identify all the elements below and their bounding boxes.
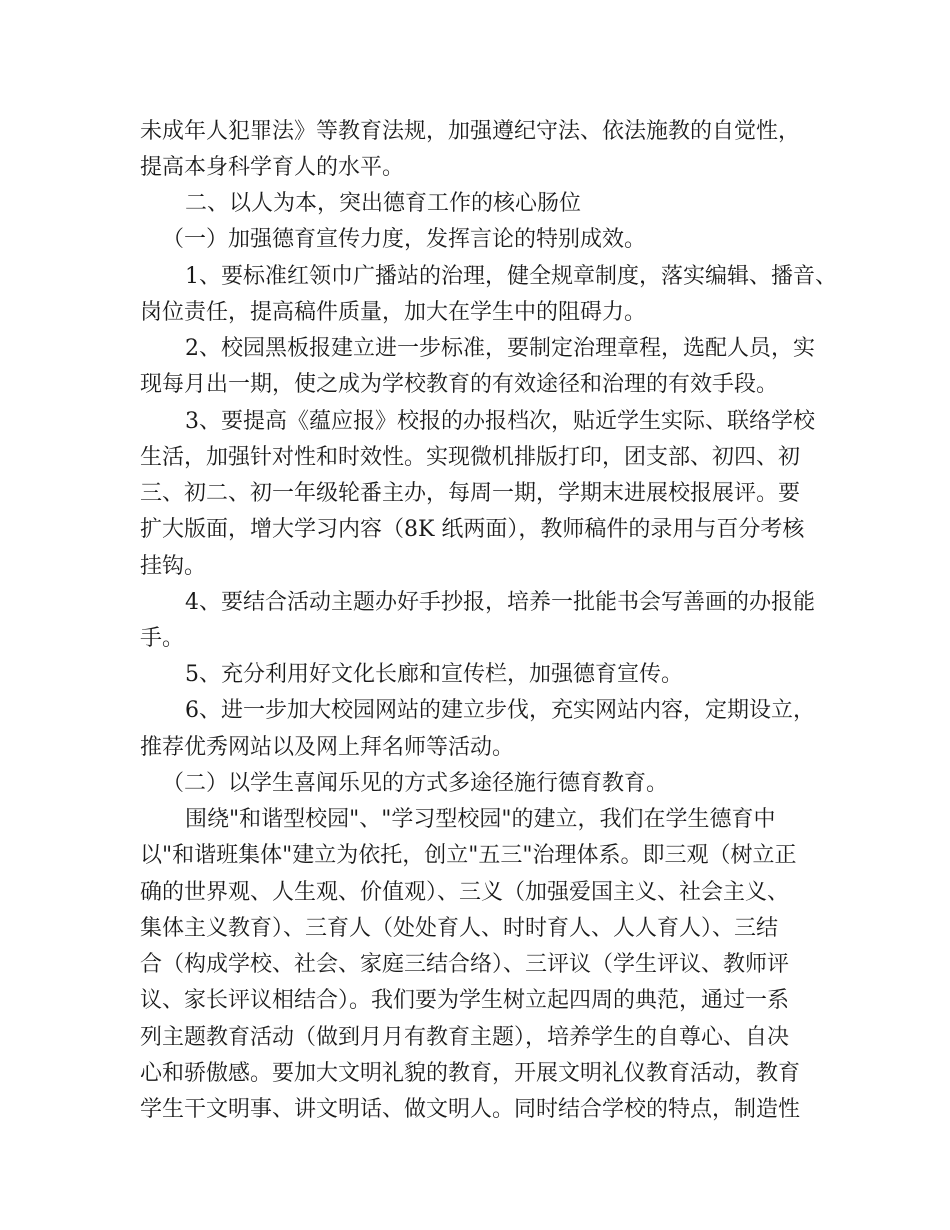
text-line: 4、要结合活动主题办好手抄报，培养一批能书会写善画的办报能	[185, 590, 815, 615]
text-line: 集体主义教育）、三育人（处处育人、时时育人、人人育人）、三结	[140, 916, 779, 941]
text-line: 推荐优秀网站以及网上拜名师等活动。	[140, 735, 515, 760]
text-line: 6、进一步加大校园网站的建立步伐，充实网站内容，定期设立，	[185, 698, 815, 723]
text-line: 提高本身科学育人的水平。	[140, 155, 405, 180]
text-line: 3、要提高《蕴应报》校报的办报档次，贴近学生实际、联络学校	[185, 409, 815, 434]
text-line: 5、充分利用好文化长廊和宣传栏，加强德育宣传。	[185, 662, 683, 687]
text-line: 围绕"和谐型校园"、"学习型校园"的建立，我们在学生德育中	[185, 807, 776, 832]
text-line: 确的世界观、人生观、价值观）、三义（加强爱国主义、社会主义、	[140, 880, 790, 905]
text-line: 手。	[140, 626, 185, 651]
text-line: 扩大版面，增大学习内容（8K 纸两面），教师稿件的录用与百分考核	[140, 517, 805, 542]
text-line: 合（构成学校、社会、家庭三结合络）、三评议（学生评议、教师评	[140, 952, 790, 977]
text-line: 列主题教育活动（做到月月有教育主题），培养学生的自尊心、自决	[140, 1025, 790, 1050]
text-line: 生活，加强针对性和时效性。实现微机排版打印，团支部、初四、初	[140, 445, 801, 470]
text-line: 挂钩。	[140, 554, 207, 579]
text-line: 岗位责任，提高稿件质量，加大在学生中的阻碍力。	[140, 300, 647, 325]
text-line: 以"和谐班集体"建立为依托，创立"五三"治理体系。即三观（树立正	[140, 843, 797, 868]
text-line: 三、初二、初一年级轮番主办，每周一期，学期末进展校报展评。要	[140, 481, 801, 506]
section-heading: 二、以人为本，突出德育工作的核心肠位	[185, 191, 582, 216]
text-line: 学生干文明事、讲文明话、做文明人。同时结合学校的特点，制造性	[140, 1097, 801, 1122]
text-line: 议、家长评议相结合）。我们要为学生树立起四周的典范，通过一系	[140, 988, 790, 1013]
text-line: 未成年人犯罪法》等教育法规，加强遵纪守法、依法施教的自觉性，	[140, 119, 801, 144]
text-line: 现每月出一期，使之成为学校教育的有效途径和治理的有效手段。	[140, 372, 779, 397]
text-line: 1、要标准红领巾广播站的治理，健全规章制度，落实编辑、播音、	[185, 264, 837, 289]
subsection-heading: （一）加强德育宣传力度，发挥言论的特别成效。	[162, 227, 647, 252]
text-line: 2、校园黑板报建立进一步标准，要制定治理章程，选配人员，实	[185, 336, 815, 361]
subsection-heading: （二）以学生喜闻乐见的方式多途径施行德育教育。	[162, 771, 669, 796]
text-line: 心和骄傲感。要加大文明礼貌的教育，开展文明礼仪教育活动，教育	[140, 1061, 801, 1086]
